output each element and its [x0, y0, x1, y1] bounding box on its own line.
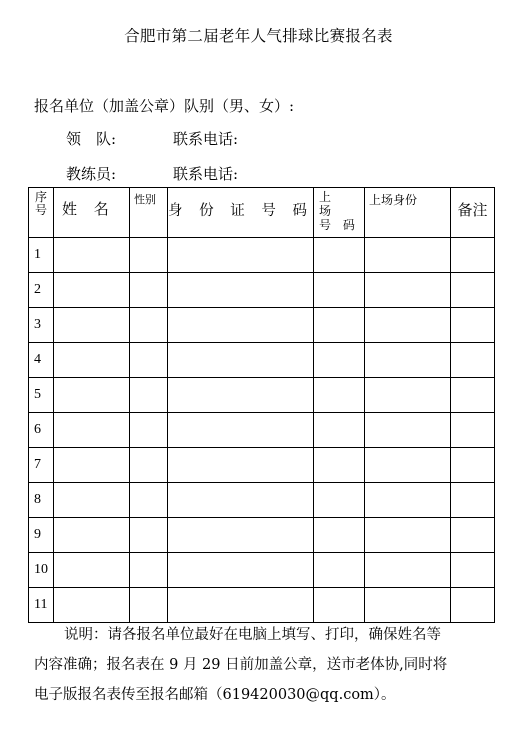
note-cell[interactable] — [451, 378, 495, 413]
court-number-cell[interactable] — [314, 413, 365, 448]
note-cell[interactable] — [451, 588, 495, 623]
header-court-identity: 上场身份 — [365, 188, 451, 238]
court-number-cell[interactable] — [314, 448, 365, 483]
court-number-cell[interactable] — [314, 553, 365, 588]
id-cell[interactable] — [168, 483, 314, 518]
court-number-cell[interactable] — [314, 483, 365, 518]
row-number: 8 — [29, 483, 54, 518]
id-cell[interactable] — [168, 308, 314, 343]
id-cell[interactable] — [168, 553, 314, 588]
sex-cell[interactable] — [130, 413, 168, 448]
row-number: 10 — [29, 553, 54, 588]
form-title: 合肥市第二届老年人气排球比赛报名表 — [124, 27, 393, 45]
court-number-cell[interactable] — [314, 343, 365, 378]
header-court-top: 上 场 — [319, 190, 352, 218]
note-cell[interactable] — [451, 518, 495, 553]
name-cell[interactable] — [54, 273, 130, 308]
sex-cell[interactable] — [130, 588, 168, 623]
leader-phone-label: 联系电话: — [173, 130, 239, 148]
note-cell[interactable] — [451, 413, 495, 448]
sex-cell[interactable] — [130, 273, 168, 308]
unit-label: 报名单位（加盖公章）队别（男、女）: — [34, 97, 295, 115]
sex-cell[interactable] — [130, 483, 168, 518]
sex-cell[interactable] — [130, 238, 168, 273]
court-number-cell[interactable] — [314, 238, 365, 273]
court-identity-cell[interactable] — [365, 378, 451, 413]
note-cell[interactable] — [451, 238, 495, 273]
row-number: 3 — [29, 308, 54, 343]
name-cell[interactable] — [54, 588, 130, 623]
sex-cell[interactable] — [130, 448, 168, 483]
table-row — [29, 238, 495, 273]
sex-cell[interactable] — [130, 553, 168, 588]
header-court-number — [314, 188, 365, 238]
court-identity-cell[interactable] — [365, 483, 451, 518]
court-number-cell[interactable] — [314, 588, 365, 623]
id-cell[interactable] — [168, 238, 314, 273]
header-id-number: 身 份 证 号 码 — [168, 188, 314, 238]
court-identity-cell[interactable] — [365, 343, 451, 378]
note-cell[interactable] — [451, 448, 495, 483]
table-row — [29, 518, 495, 553]
coach-label: 教练员: — [66, 165, 117, 183]
row-number: 11 — [29, 588, 54, 623]
court-number-cell[interactable] — [314, 273, 365, 308]
table-row — [29, 483, 495, 518]
table-row — [29, 308, 495, 343]
leader-label: 领 队: — [66, 130, 117, 148]
coach-phone-label: 联系电话: — [173, 165, 239, 183]
table-row — [29, 553, 495, 588]
sex-cell[interactable] — [130, 378, 168, 413]
note-cell[interactable] — [451, 343, 495, 378]
court-identity-cell[interactable] — [365, 413, 451, 448]
table-row — [29, 378, 495, 413]
court-identity-cell[interactable] — [365, 308, 451, 343]
note-cell[interactable] — [451, 483, 495, 518]
row-number: 4 — [29, 343, 54, 378]
id-cell[interactable] — [168, 343, 314, 378]
court-identity-cell[interactable] — [365, 448, 451, 483]
header-name: 姓 名 — [54, 188, 130, 238]
row-number: 2 — [29, 273, 54, 308]
table-row — [29, 588, 495, 623]
table-row — [29, 343, 495, 378]
note-line-1: 说明：请各报名单位最好在电脑上填写、打印，确保姓名等 — [64, 627, 441, 643]
court-identity-cell[interactable] — [365, 238, 451, 273]
court-number-cell[interactable] — [314, 378, 365, 413]
row-number: 7 — [29, 448, 54, 483]
id-cell[interactable] — [168, 413, 314, 448]
table-header-row — [29, 188, 495, 238]
name-cell[interactable] — [54, 413, 130, 448]
header-note: 备注 — [451, 188, 495, 238]
sex-cell[interactable] — [130, 343, 168, 378]
row-number: 6 — [29, 413, 54, 448]
table-row — [29, 448, 495, 483]
id-cell[interactable] — [168, 518, 314, 553]
row-number: 5 — [29, 378, 54, 413]
id-cell[interactable] — [168, 273, 314, 308]
name-cell[interactable] — [54, 343, 130, 378]
header-seq-top: 序 — [34, 190, 47, 204]
id-cell[interactable] — [168, 378, 314, 413]
note-line-2: 内容准确；报名表在 9 月 29 日前加盖公章，送市老体协,同时将 — [34, 657, 448, 673]
id-cell[interactable] — [168, 448, 314, 483]
name-cell[interactable] — [54, 308, 130, 343]
note-cell[interactable] — [451, 308, 495, 343]
table-row — [29, 413, 495, 448]
header-seq-bottom: 号 — [34, 203, 47, 217]
sex-cell[interactable] — [130, 518, 168, 553]
court-identity-cell[interactable] — [365, 588, 451, 623]
note-cell[interactable] — [451, 553, 495, 588]
court-number-cell[interactable] — [314, 518, 365, 553]
court-identity-cell[interactable] — [365, 553, 451, 588]
court-identity-cell[interactable] — [365, 273, 451, 308]
registration-table — [28, 187, 495, 623]
name-cell[interactable] — [54, 448, 130, 483]
court-identity-cell[interactable] — [365, 518, 451, 553]
header-sex: 性别 — [130, 188, 168, 238]
row-number: 1 — [29, 238, 54, 273]
header-court-bottom: 号 码 — [319, 218, 359, 232]
name-cell[interactable] — [54, 238, 130, 273]
table-row — [29, 273, 495, 308]
name-cell[interactable] — [54, 518, 130, 553]
sex-cell[interactable] — [130, 308, 168, 343]
name-cell[interactable] — [54, 483, 130, 518]
id-cell[interactable] — [168, 588, 314, 623]
note-cell[interactable] — [451, 273, 495, 308]
court-number-cell[interactable] — [314, 308, 365, 343]
header-seq — [29, 188, 54, 238]
name-cell[interactable] — [54, 378, 130, 413]
row-number: 9 — [29, 518, 54, 553]
name-cell[interactable] — [54, 553, 130, 588]
note-line-3: 电子版报名表传至报名邮箱（619420030@qq.com）。 — [34, 687, 396, 703]
